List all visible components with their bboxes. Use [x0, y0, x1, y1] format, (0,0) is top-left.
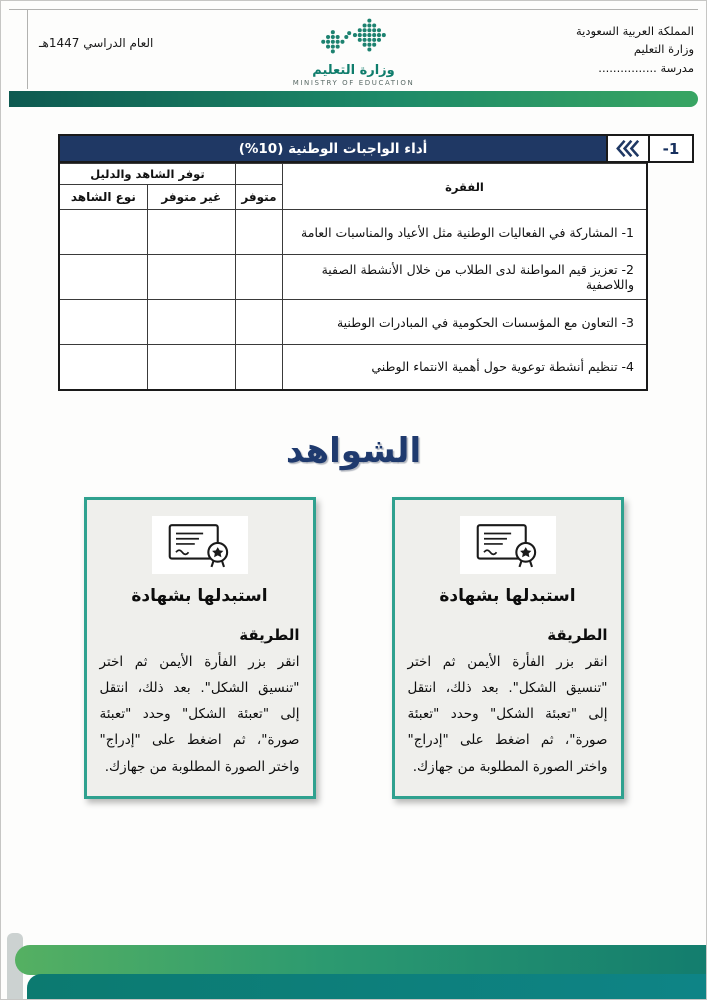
empty-header-cell: [235, 164, 282, 185]
national-duties-section: [58, 134, 694, 391]
column-header-evidence-type: نوع الشاهد: [59, 185, 147, 210]
not-available-cell: [147, 255, 235, 300]
method-label: الطريقة: [239, 625, 300, 644]
card-instructions: انقر بزر الفأرة الأيمن ثم اختر "تنسيق الشكل". بعد ذلك، انتقل إلى "تعبئة الشكل" وحدد "تعبئة صورة"، ثم اضغط على "إدراج" واختر الصورة المطلوبة من جهازك.: [99, 653, 300, 775]
column-header-item: الفقرة: [282, 164, 647, 210]
section-number: -1: [648, 134, 694, 163]
evidence-type-cell: [59, 345, 147, 390]
footer-green-bar: [15, 945, 706, 975]
section-chevron-cell: [606, 134, 648, 163]
table-row: [59, 210, 647, 255]
school-name-line: مدرسة ................: [598, 60, 694, 75]
footer-teal-bar: [27, 974, 706, 999]
table-row: [59, 300, 647, 345]
not-available-cell: [147, 300, 235, 345]
not-available-cell: [147, 210, 235, 255]
certificate-placeholder: [460, 516, 556, 574]
evidence-card: [84, 497, 316, 800]
column-header-available: متوفر: [235, 185, 282, 210]
kingdom-line: المملكة العربية السعودية: [576, 24, 694, 38]
method-label: الطريقة: [547, 625, 608, 644]
ministry-logo: [279, 12, 429, 87]
available-cell: [235, 210, 282, 255]
logo-arabic-wordmark: وزارة التعليم: [312, 63, 395, 78]
available-cell: [235, 255, 282, 300]
card-heading: استبدلها بشهادة: [439, 585, 576, 606]
evidence-card: [392, 497, 624, 800]
certificate-placeholder: [152, 516, 248, 574]
ministry-logo-dots-icon: [307, 12, 401, 62]
triple-chevron-left-icon: [615, 140, 641, 157]
not-available-cell: [147, 345, 235, 390]
available-cell: [235, 345, 282, 390]
academic-year-label: العام الدراسي 1447هـ: [39, 36, 154, 50]
certificate-icon: [475, 521, 541, 569]
row-item-text: 2- تعزيز قيم المواطنة لدى الطلاب من خلال الأنشطة الصفية واللاصفية: [282, 255, 647, 300]
evidence-section-title: الشواهد: [285, 430, 422, 471]
page-content: [1, 134, 706, 799]
row-item-text: 1- المشاركة في الفعاليات الوطنية مثل الأعياد والمناسبات العامة: [282, 210, 647, 255]
page-header: [9, 9, 698, 89]
table-row: [59, 255, 647, 300]
evidence-type-cell: [59, 210, 147, 255]
national-duties-table-wrap: [58, 134, 648, 391]
section-title-row: [58, 134, 648, 163]
table-row: [59, 345, 647, 390]
evidence-cards: [1, 497, 706, 800]
ministry-line: وزارة التعليم: [633, 42, 694, 57]
card-heading: استبدلها بشهادة: [131, 585, 268, 606]
section-title: أداء الواجبات الوطنية (10%): [58, 134, 606, 163]
evidence-type-cell: [59, 300, 147, 345]
column-header-not-available: غير متوفر: [147, 185, 235, 210]
school-header-block: [576, 22, 694, 77]
logo-english-wordmark: MINISTRY OF EDUCATION: [292, 79, 415, 87]
row-item-text: 4- تنظيم أنشطة توعوية حول أهمية الانتماء الوطني: [282, 345, 647, 390]
evidence-type-cell: [59, 255, 147, 300]
available-cell: [235, 300, 282, 345]
row-item-text: 3- التعاون مع المؤسسات الحكومية في المبادرات الوطنية: [282, 300, 647, 345]
header-accent-bar: [9, 91, 698, 107]
national-duties-table: [58, 163, 648, 391]
card-instructions: انقر بزر الفأرة الأيمن ثم اختر "تنسيق الشكل". بعد ذلك، انتقل إلى "تعبئة الشكل" وحدد "تعبئة صورة"، ثم اضغط على "إدراج" واختر الصورة المطلوبة من جهازك.: [407, 653, 608, 775]
header-divider-line: [27, 10, 28, 89]
column-header-evidence-group: توفر الشاهد والدليل: [59, 164, 235, 185]
certificate-icon: [167, 521, 233, 569]
